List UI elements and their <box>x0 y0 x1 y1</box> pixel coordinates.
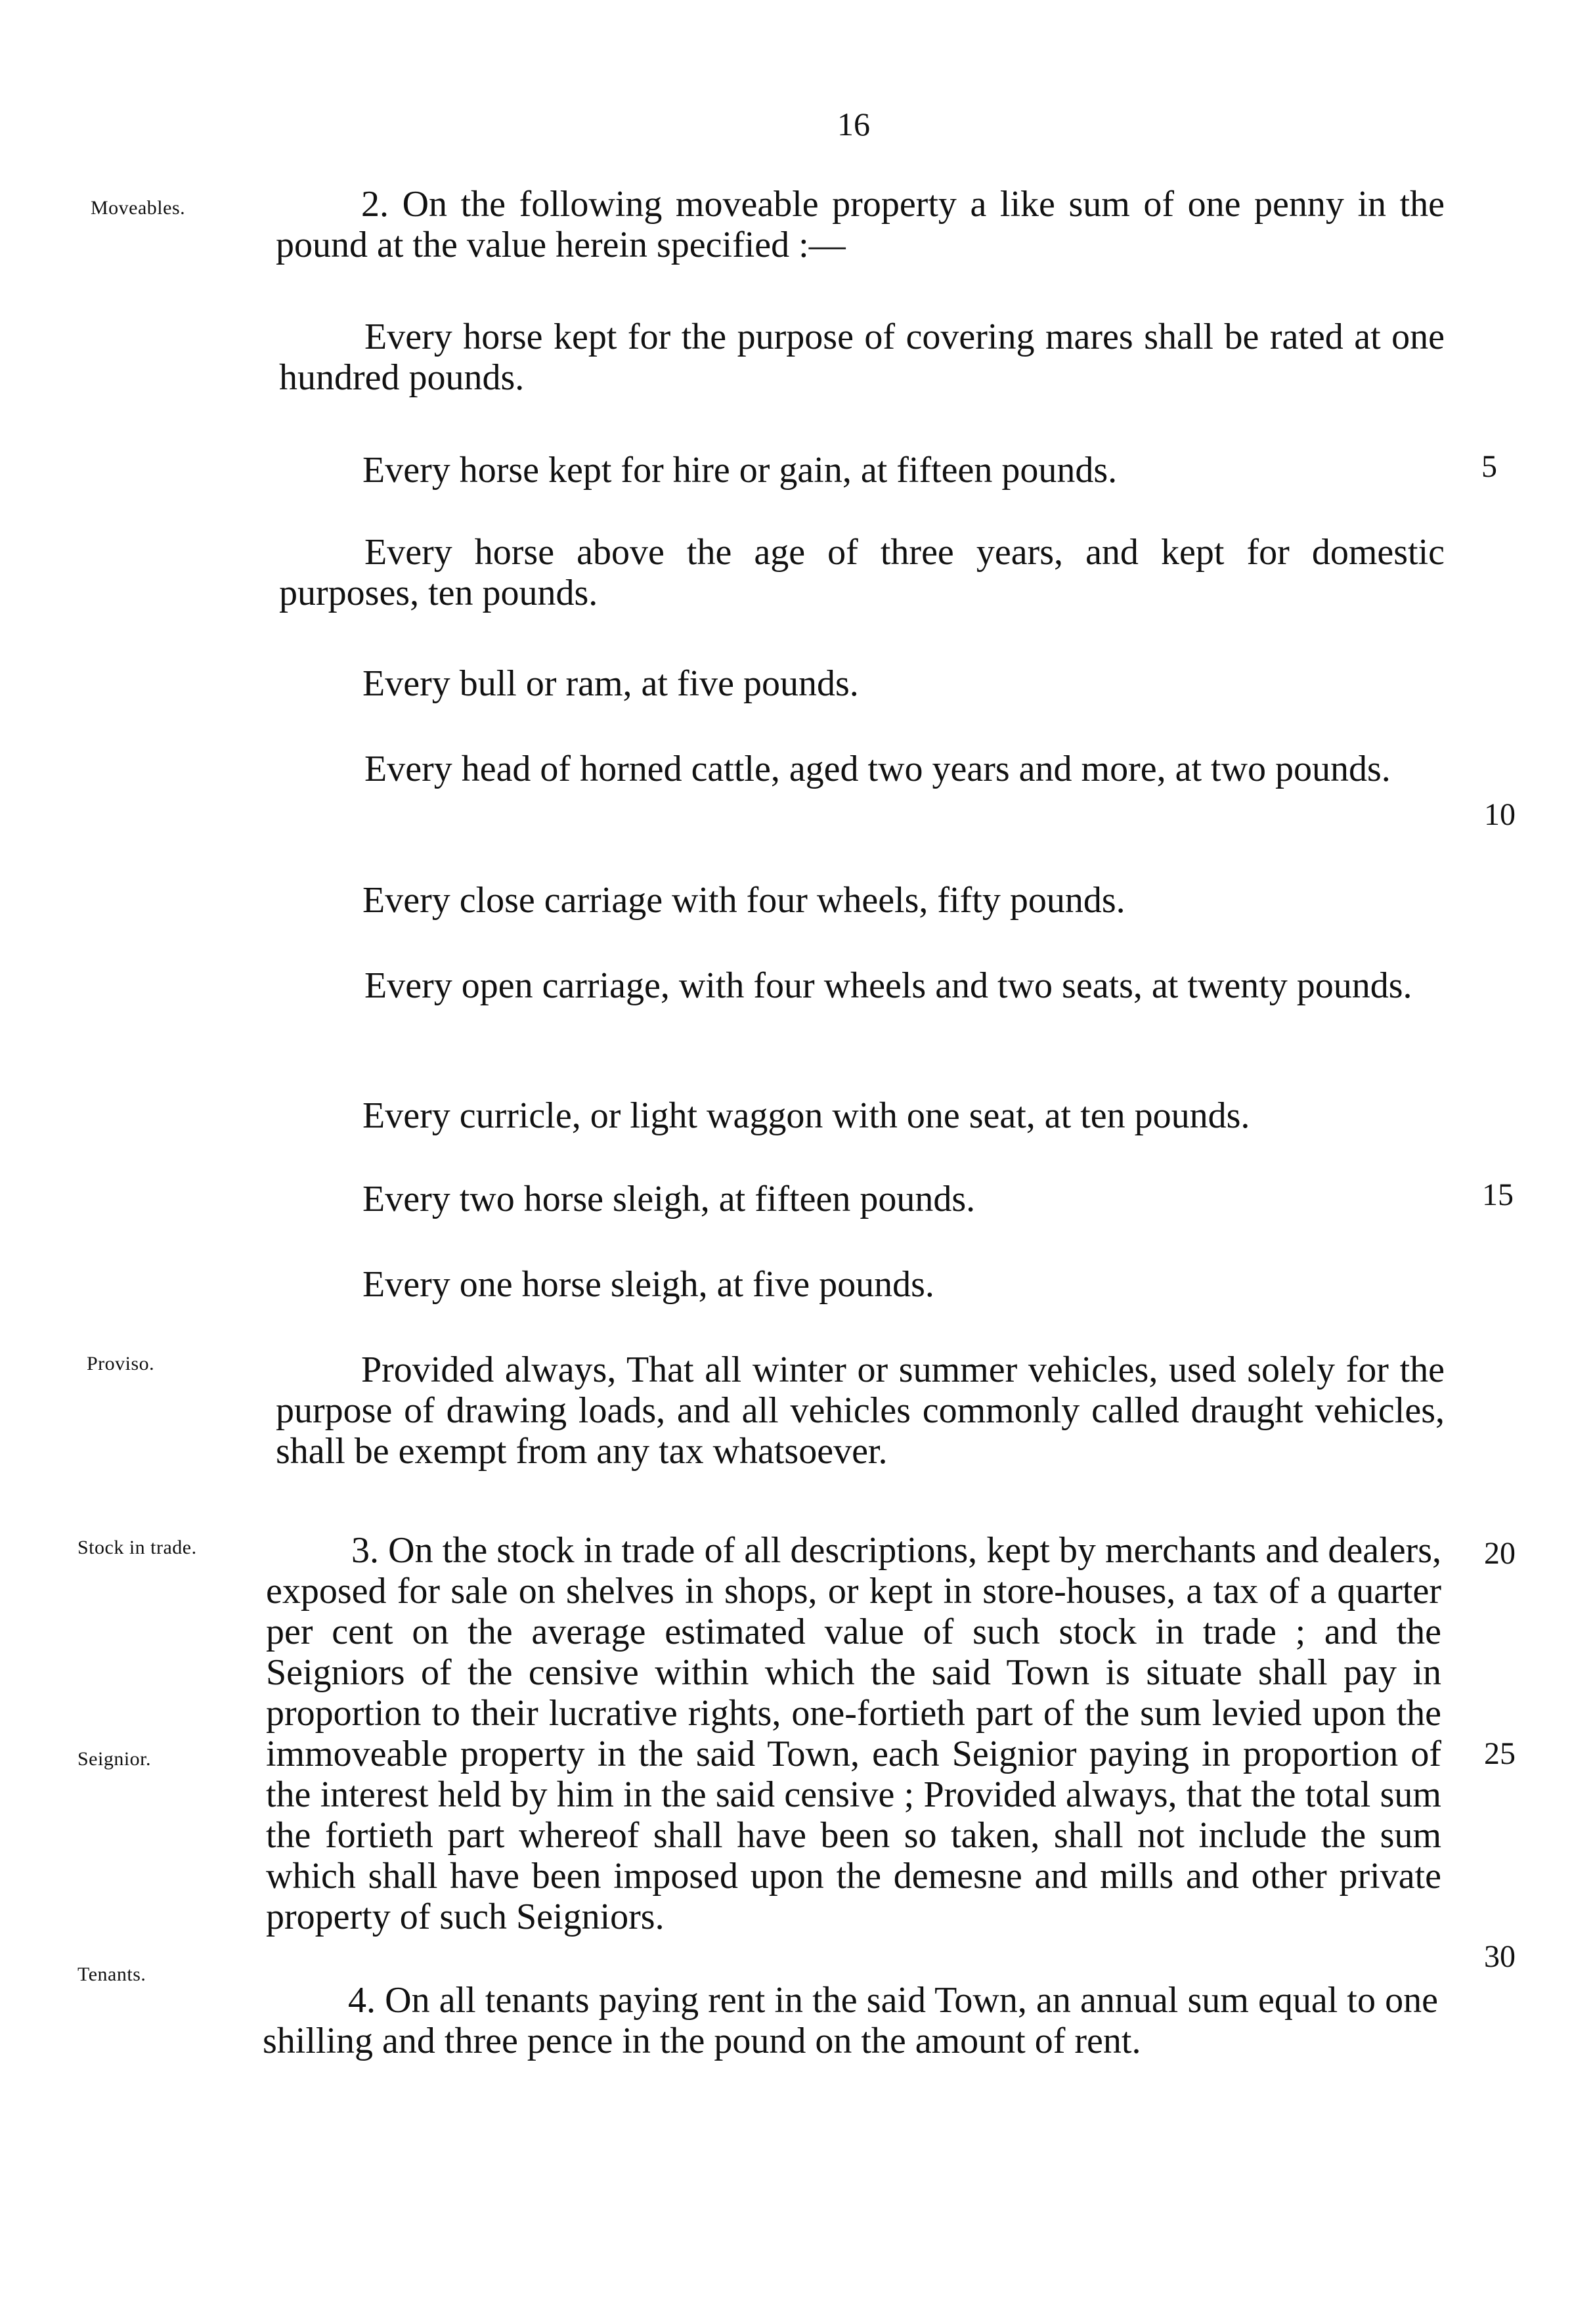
paragraph-covering-horse: Every horse kept for the purpose of covering mares shall be rated at one hundred pounds. <box>279 317 1445 398</box>
line-number: 10 <box>1484 797 1516 832</box>
line-number: 20 <box>1484 1536 1516 1571</box>
margin-note-seignior: Seignior. <box>77 1748 152 1770</box>
paragraph-domestic-horse: Every horse above the age of three years, and kept for domestic purposes, ten pounds. <box>279 532 1445 613</box>
paragraph-close-carriage: Every close carriage with four wheels, fifty pounds. <box>362 880 1125 921</box>
paragraph-stock-in-trade: 3. On the stock in trade of all descriptions, kept by merchants and dealers, exposed for sale on shelves in shops, or kept in store-houses, a tax of a quarter per cent on the average estimated value of such stock in trade ; and the Seigniors of the censive within which the said Town is situate shall pay in proportion to their lucrative rights, one-fortieth part of the sum levied upon the immoveable property in the said Town, each Seignior paying in proportion of the interest held by him in the said censive ; Provided always, that the total sum the fortieth part whereof shall have been so taken, shall not include the sum which shall have been imposed upon the demesne and mills and other private property of such Seigniors. <box>266 1530 1441 1937</box>
margin-note-stock-in-trade: Stock in trade. <box>77 1537 197 1558</box>
paragraph-curricle: Every curricle, or light waggon with one seat, at ten pounds. <box>362 1095 1250 1136</box>
paragraph-bull-ram: Every bull or ram, at five pounds. <box>362 663 859 704</box>
line-number: 25 <box>1484 1736 1516 1771</box>
paragraph-tenants: 4. On all tenants paying rent in the said Town, an annual sum equal to one shilling and three pence in the pound on the amount of rent. <box>263 1980 1438 2061</box>
margin-note-moveables: Moveables. <box>91 197 186 219</box>
paragraph-moveables: 2. On the following moveable property a like sum of one penny in the pound at the value herein specified :— <box>276 184 1445 265</box>
line-number: 30 <box>1484 1939 1516 1974</box>
paragraph-cattle: Every head of horned cattle, aged two years and more, at two pounds. <box>364 749 1391 789</box>
line-number: 5 <box>1481 449 1497 484</box>
paragraph-two-horse-sleigh: Every two horse sleigh, at fifteen pounds. <box>362 1179 976 1219</box>
paragraph-one-horse-sleigh: Every one horse sleigh, at five pounds. <box>362 1264 934 1305</box>
margin-note-proviso: Proviso. <box>87 1353 155 1374</box>
paragraph-open-carriage: Every open carriage, with four wheels and two seats, at twenty pounds. <box>364 965 1412 1006</box>
page-number: 16 <box>837 106 870 143</box>
paragraph-proviso: Provided always, That all winter or summer vehicles, used solely for the purpose of drawing loads, and all vehicles commonly called draught vehicles, shall be exempt from any tax whatsoever. <box>276 1349 1445 1472</box>
line-number: 15 <box>1482 1177 1514 1212</box>
paragraph-hire-horse: Every horse kept for hire or gain, at fifteen pounds. <box>362 450 1118 491</box>
margin-note-tenants: Tenants. <box>77 1963 146 1985</box>
